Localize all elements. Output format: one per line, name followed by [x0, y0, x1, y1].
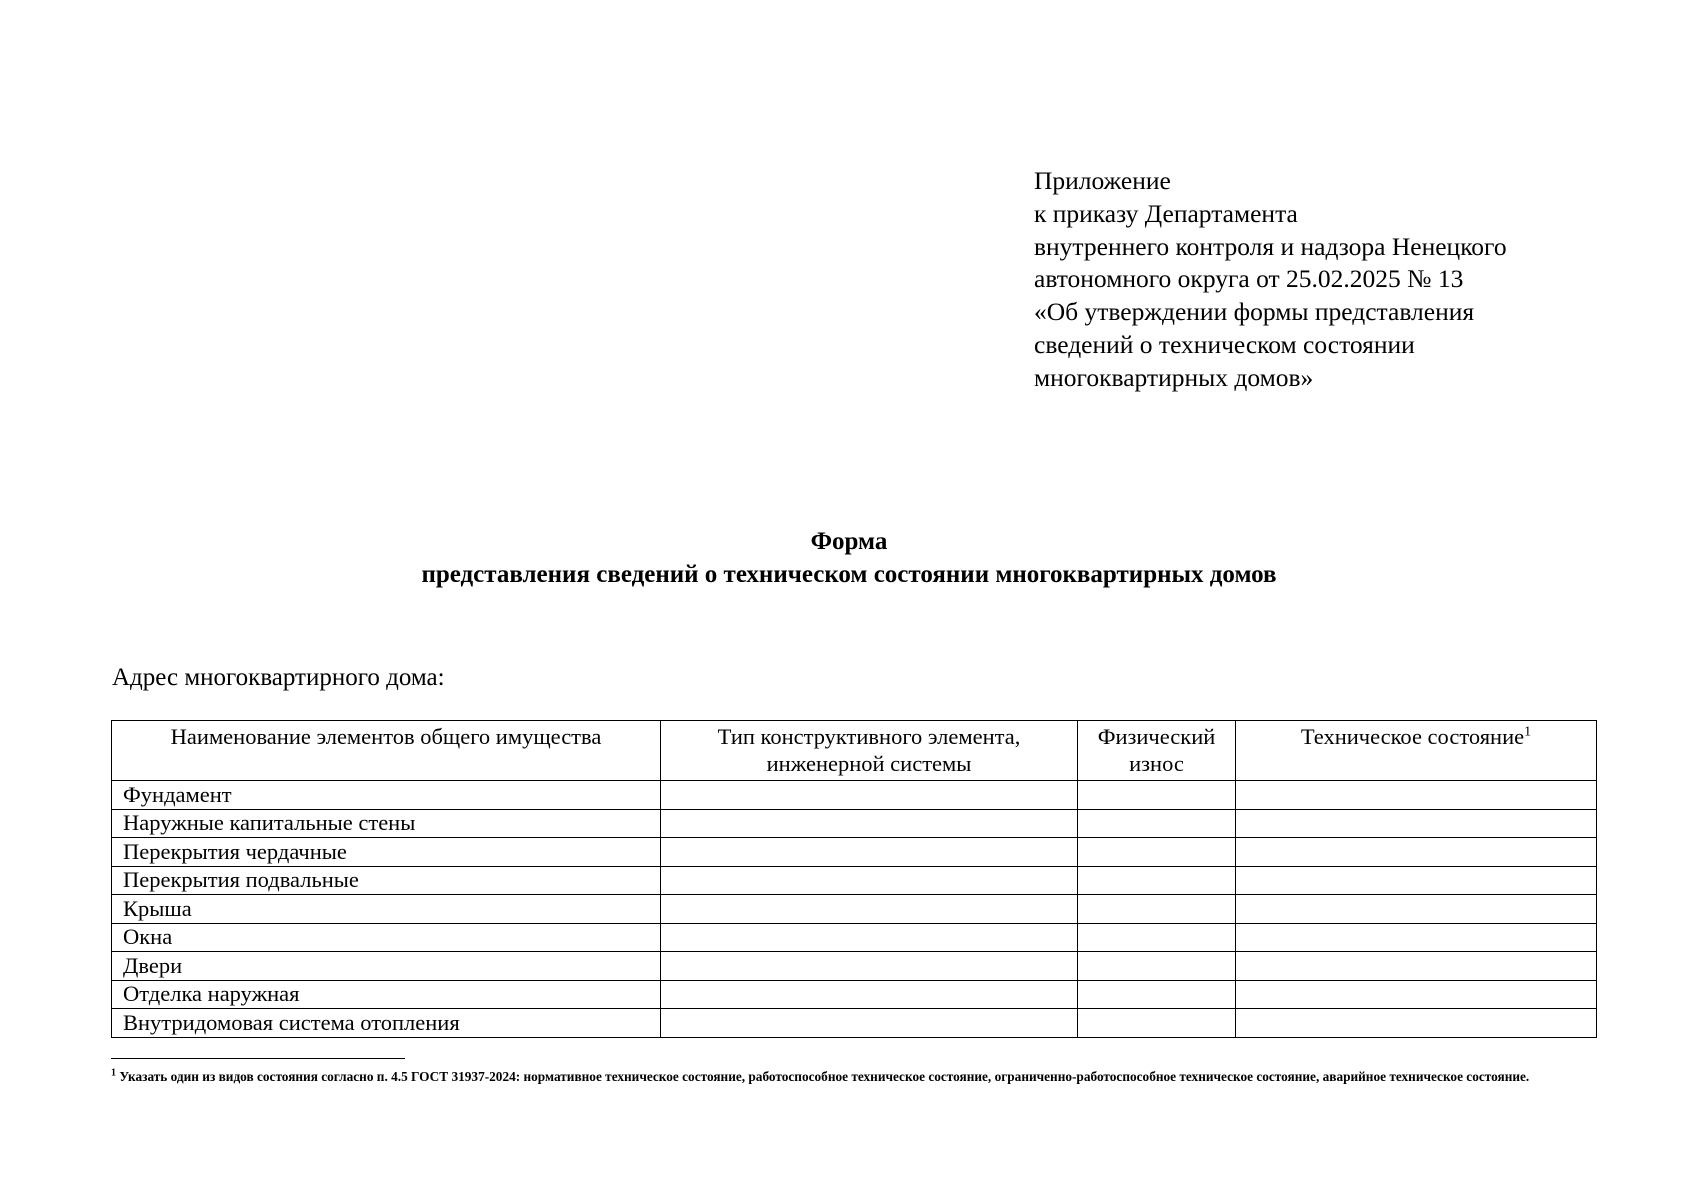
footnote-reference: 1	[1524, 724, 1532, 740]
type-cell[interactable]	[661, 895, 1078, 924]
header-type-line-2: инженерной системы	[766, 751, 972, 776]
footnote	[111, 1068, 1599, 1087]
type-cell[interactable]	[661, 838, 1078, 867]
condition-cell[interactable]	[1236, 980, 1597, 1009]
appendix-line: сведений о техническом состоянии	[1034, 329, 1415, 359]
appendix-line: «Об утверждении формы представления	[1034, 297, 1475, 327]
table-header-row	[112, 721, 1597, 781]
document-title	[0, 525, 1698, 591]
condition-cell[interactable]	[1236, 866, 1597, 895]
footnote-divider	[111, 1058, 405, 1059]
appendix-line: многоквартирных домов»	[1034, 362, 1314, 392]
type-cell[interactable]	[661, 809, 1078, 838]
table-row	[112, 1009, 1597, 1038]
row-name-cell: Крыша	[112, 895, 661, 924]
wear-cell[interactable]	[1078, 952, 1236, 981]
row-name-cell: Внутридомовая система отопления	[112, 1009, 661, 1038]
table-row	[112, 838, 1597, 867]
wear-cell[interactable]	[1078, 895, 1236, 924]
appendix-line: внутреннего контроля и надзора Ненецкого	[1034, 231, 1507, 261]
table-row	[112, 781, 1597, 810]
appendix-line: автономного округа от 25.02.2025 № 13	[1034, 264, 1464, 294]
appendix-block	[1034, 165, 1634, 395]
row-name-cell: Перекрытия чердачные	[112, 838, 661, 867]
condition-cell[interactable]	[1236, 923, 1597, 952]
type-cell[interactable]	[661, 923, 1078, 952]
title-line-2: представления сведений о техническом состоянии многоквартирных домов	[421, 561, 1277, 588]
row-name-cell: Отделка наружная	[112, 980, 661, 1009]
wear-cell[interactable]	[1078, 980, 1236, 1009]
row-name-cell: Окна	[112, 923, 661, 952]
footnote-text: Указать один из видов состояния согласно п. 4.5 ГОСТ 31937-2024: нормативное техническое состояние, работоспособное техническое состояние, ограниченно-работоспособное техническое состояние, аварийное техническое состояние.	[119, 1069, 1530, 1084]
header-name-label: Наименование элементов общего имущества	[170, 724, 602, 749]
header-name	[112, 721, 661, 781]
wear-cell[interactable]	[1078, 838, 1236, 867]
header-wear	[1078, 721, 1236, 781]
appendix-line: Приложение	[1034, 166, 1171, 195]
table-row	[112, 809, 1597, 838]
technical-condition-table	[111, 720, 1597, 1038]
header-type-line-1: Тип конструктивного элемента,	[717, 724, 1021, 749]
title-line-1: Форма	[810, 528, 888, 555]
row-name-cell: Фундамент	[112, 781, 661, 810]
wear-cell[interactable]	[1078, 1009, 1236, 1038]
table-row	[112, 923, 1597, 952]
type-cell[interactable]	[661, 866, 1078, 895]
footnote-number: 1	[111, 1067, 116, 1079]
condition-cell[interactable]	[1236, 809, 1597, 838]
wear-cell[interactable]	[1078, 866, 1236, 895]
condition-cell[interactable]	[1236, 895, 1597, 924]
header-condition	[1236, 721, 1597, 781]
condition-cell[interactable]	[1236, 952, 1597, 981]
wear-cell[interactable]	[1078, 781, 1236, 810]
condition-cell[interactable]	[1236, 838, 1597, 867]
row-name-cell: Наружные капитальные стены	[112, 809, 661, 838]
appendix-line: к приказу Департамента	[1034, 198, 1298, 228]
address-label: Адрес многоквартирного дома:	[112, 664, 445, 691]
row-name-cell: Перекрытия подвальные	[112, 866, 661, 895]
type-cell[interactable]	[661, 781, 1078, 810]
wear-cell[interactable]	[1078, 923, 1236, 952]
wear-cell[interactable]	[1078, 809, 1236, 838]
condition-cell[interactable]	[1236, 781, 1597, 810]
row-name-cell: Двери	[112, 952, 661, 981]
table-row	[112, 952, 1597, 981]
header-type	[661, 721, 1078, 781]
table-row	[112, 866, 1597, 895]
condition-cell[interactable]	[1236, 1009, 1597, 1038]
table-row	[112, 895, 1597, 924]
header-condition-label: Техническое состояние	[1300, 724, 1525, 749]
type-cell[interactable]	[661, 952, 1078, 981]
type-cell[interactable]	[661, 980, 1078, 1009]
header-wear-line-1: Физический	[1097, 724, 1216, 749]
type-cell[interactable]	[661, 1009, 1078, 1038]
table-row	[112, 980, 1597, 1009]
header-wear-line-2: износ	[1129, 751, 1184, 776]
